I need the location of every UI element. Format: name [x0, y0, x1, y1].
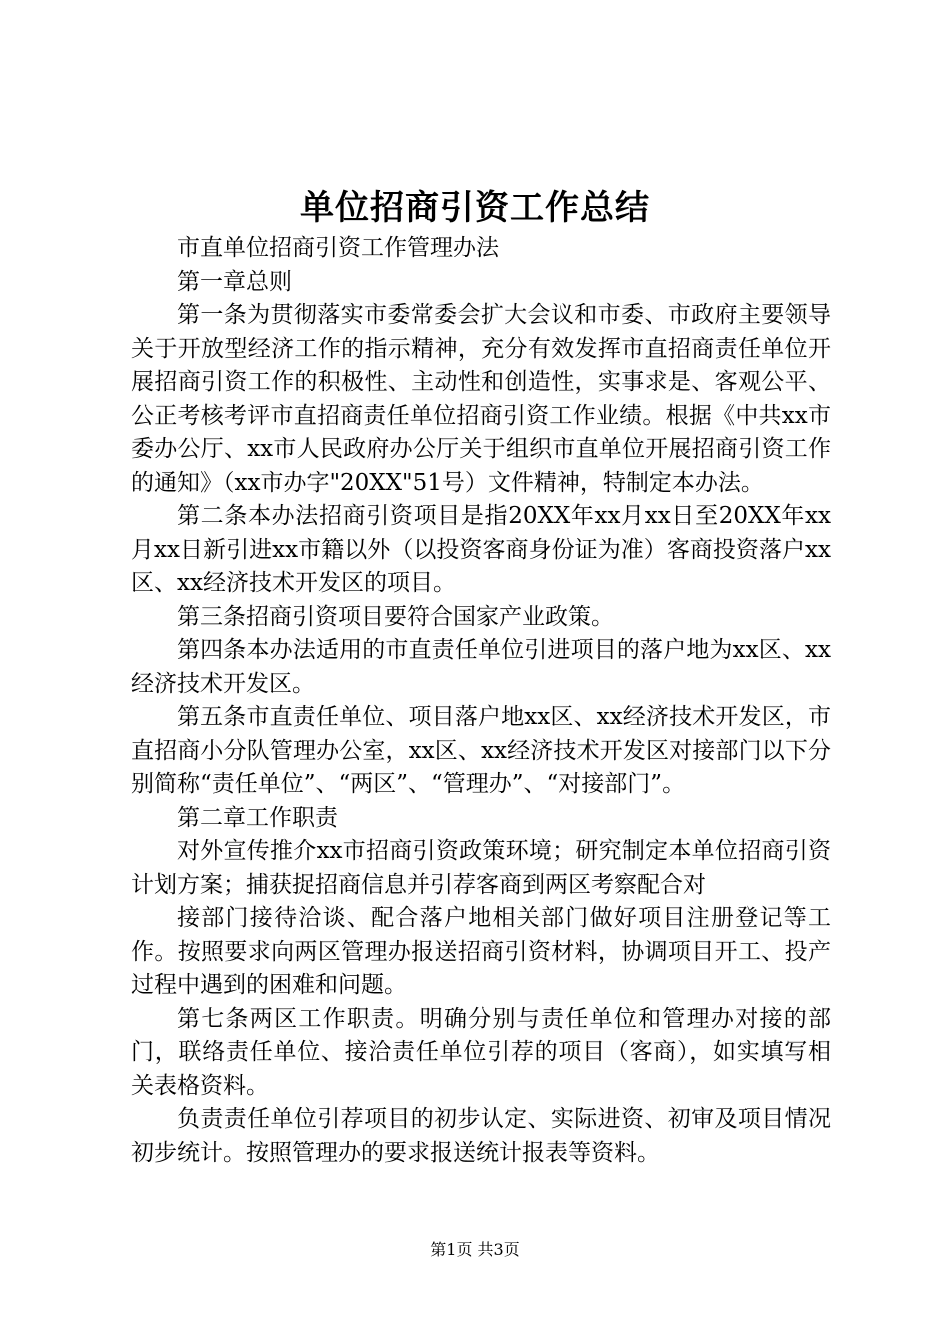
paragraph-chapter-2: 第二章工作职责 [177, 804, 338, 831]
paragraph-article-7: 第七条两区工作职责。明确分别与责任单位和管理办对接的部门，联络责任单位、接洽责任单位引荐的项目（客商），如实填写相关表格资料。 [131, 1005, 831, 1099]
paragraph-article-1: 第一条为贯彻落实市委常委会扩大会议和市委、市政府主要领导关于开放型经济工作的指示精神，充分有效发挥市直招商责任单位开展招商引资工作的积极性、主动性和创造性，实事求是、客观公平、公正考核考评市直招商责任单位招商引资工作业绩。根据《中共xx市委办公厅、xx市人民政府办公厅关于组织市直单位开展招商引资工作的通知》（xx市办字"20XX"51号）文件精神，特制定本办法。 [131, 302, 831, 496]
paragraph-article-2: 第二条本办法招商引资项目是指20XX年xx月xx日至20XX年xx月xx日新引进xx市籍以外（以投资客商身份证为准）客商投资落户xx区、xx经济技术开发区的项目。 [131, 503, 831, 596]
document-body [131, 232, 831, 1170]
paragraph-duties-2: 接部门接待洽谈、配合落户地相关部门做好项目注册登记等工作。按照要求向两区管理办报送招商引资材料，协调项目开工、投产过程中遇到的困难和问题。 [131, 905, 831, 998]
paragraph-duties-1: 对外宣传推介xx市招商引资政策环境；研究制定本单位招商引资计划方案；捕获捉招商信息并引荐客商到两区考察配合对 [131, 838, 831, 898]
page-number: 第1页 共3页 [430, 1240, 520, 1259]
paragraph-article-3: 第三条招商引资项目要符合国家产业政策。 [177, 603, 614, 630]
paragraph-article-4: 第四条本办法适用的市直责任单位引进项目的落户地为xx区、xx经济技术开发区。 [131, 637, 831, 697]
paragraph-article-5: 第五条市直责任单位、项目落户地xx区、xx经济技术开发区，市直招商小分队管理办公室，xx区、xx经济技术开发区对接部门以下分别简称“责任单位”、“两区”、“管理办”、“对接部门”。 [131, 704, 831, 797]
paragraph-duties-3: 负责责任单位引荐项目的初步认定、实际进资、初审及项目情况初步统计。按照管理办的要求报送统计报表等资料。 [131, 1106, 831, 1166]
document-title: 单位招商引资工作总结 [300, 188, 650, 228]
paragraph-chapter-1: 第一章总则 [177, 268, 292, 295]
paragraph-subtitle: 市直单位招商引资工作管理办法 [177, 235, 499, 261]
